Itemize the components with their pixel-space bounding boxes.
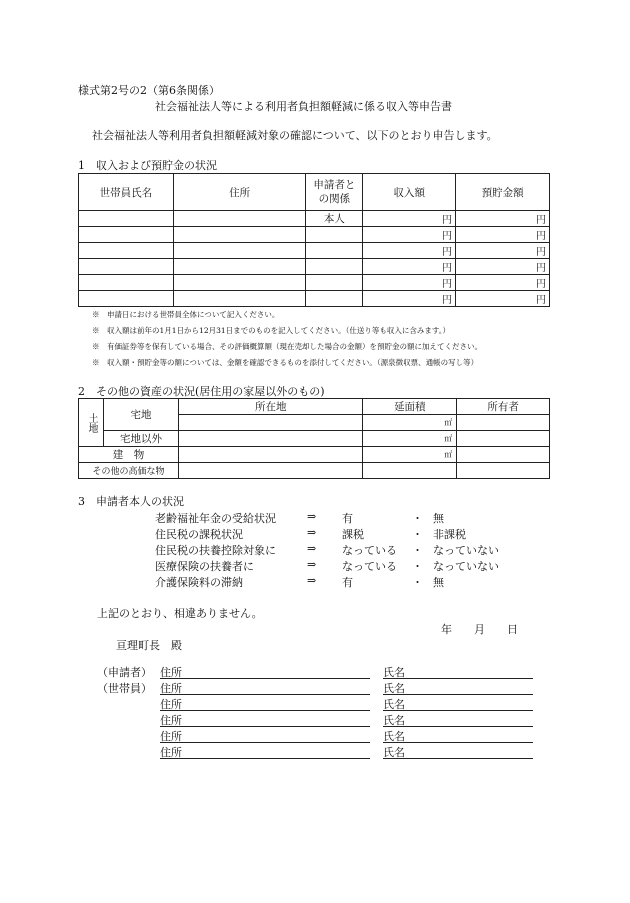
address-label: 住所 [160, 730, 182, 743]
name-line[interactable] [383, 726, 533, 727]
name-line[interactable] [383, 710, 533, 711]
arrow-icon: ⇒ [307, 558, 317, 571]
residential-land-label: 宅地 [104, 399, 179, 431]
location-cell[interactable] [179, 415, 363, 431]
status-label: 老齢福祉年金の受給状況 [155, 512, 276, 525]
area-cell[interactable]: ㎡ [363, 447, 457, 463]
location-cell[interactable] [179, 463, 363, 479]
savings-cell[interactable]: 円 [456, 227, 550, 243]
address-cell[interactable] [173, 243, 306, 259]
savings-cell[interactable]: 円 [456, 259, 550, 275]
option-a[interactable]: なっている [342, 544, 397, 557]
header-owner: 所有者 [457, 399, 550, 415]
intro-text: 社会福祉法人等利用者負担額軽減対象の確認について、以下のとおり申告します。 [92, 129, 498, 142]
header-member-name: 世帯員氏名 [79, 174, 174, 211]
declaration-text: 上記のとおり、相違ありません。 [97, 607, 263, 620]
income-cell[interactable]: 円 [363, 211, 456, 227]
location-cell[interactable] [179, 431, 363, 447]
arrow-icon: ⇒ [307, 574, 317, 587]
address-label: 住所 [160, 666, 182, 679]
address-line[interactable] [160, 710, 370, 711]
section3-heading: 3 申請者本人の状況 [78, 495, 184, 508]
income-cell[interactable]: 円 [363, 275, 456, 291]
option-b[interactable]: 非課税 [433, 528, 466, 541]
bullet-dot: ・ [412, 528, 423, 541]
bullet-dot: ・ [412, 560, 423, 573]
date-field[interactable]: 年 月 日 [441, 623, 518, 636]
arrow-icon: ⇒ [307, 526, 317, 539]
name-label: 氏名 [383, 730, 405, 743]
header-savings: 預貯金額 [456, 174, 550, 211]
arrow-icon: ⇒ [307, 510, 317, 523]
area-cell[interactable]: ㎡ [363, 415, 457, 431]
owner-cell[interactable] [457, 431, 550, 447]
header-location: 所在地 [179, 399, 363, 415]
member-name-cell[interactable] [79, 291, 174, 307]
name-line[interactable] [383, 742, 533, 743]
name-line[interactable] [383, 678, 533, 679]
name-label: 氏名 [383, 666, 405, 679]
option-a[interactable]: 課税 [342, 528, 364, 541]
table-row [79, 275, 550, 291]
header-address: 住所 [173, 174, 306, 211]
relation-cell[interactable] [306, 259, 363, 275]
owner-cell[interactable] [457, 463, 550, 479]
status-label: 住民税の扶養控除対象に [155, 544, 276, 557]
bullet-dot: ・ [412, 512, 423, 525]
option-b[interactable]: 無 [433, 576, 444, 589]
address-line[interactable] [160, 678, 370, 679]
table-row [79, 243, 550, 259]
status-label: 医療保険の扶養者に [155, 560, 254, 573]
address-label: 住所 [160, 746, 182, 759]
name-label: 氏名 [383, 698, 405, 711]
area-cell[interactable]: ㎡ [363, 431, 457, 447]
section1-heading: 1 収入および預貯金の状況 [78, 159, 217, 172]
address-cell[interactable] [173, 211, 306, 227]
relation-cell: 本人 [306, 211, 363, 227]
note-1: ※ 申請日における世帯員全体について記入ください。 [92, 310, 280, 319]
option-a[interactable]: 有 [342, 512, 353, 525]
address-line[interactable] [160, 742, 370, 743]
income-savings-table [78, 173, 550, 307]
relation-cell[interactable] [306, 275, 363, 291]
income-cell[interactable]: 円 [363, 243, 456, 259]
header-relation: 申請者と の関係 [306, 174, 363, 211]
address-label: 住所 [160, 682, 182, 695]
status-label: 住民税の課税状況 [155, 528, 243, 541]
address-cell[interactable] [173, 227, 306, 243]
option-b[interactable]: なっていない [433, 560, 499, 573]
table-row [79, 431, 550, 447]
savings-cell[interactable]: 円 [456, 211, 550, 227]
income-cell[interactable]: 円 [363, 291, 456, 307]
table-row [79, 259, 550, 275]
address-line[interactable] [160, 726, 370, 727]
name-label: 氏名 [383, 714, 405, 727]
income-cell[interactable]: 円 [363, 259, 456, 275]
owner-cell[interactable] [457, 415, 550, 431]
header-floor-area: 延面積 [363, 399, 457, 415]
relation-cell[interactable] [306, 291, 363, 307]
form-number: 様式第2号の2（第6条関係） [78, 84, 220, 97]
table-row [79, 211, 550, 227]
name-line[interactable] [383, 694, 533, 695]
arrow-icon: ⇒ [307, 542, 317, 555]
note-2: ※ 収入額は前年の1月1日から12月31日までのものを記入してください。（仕送り等も収入に含みます。） [92, 326, 451, 335]
address-cell[interactable] [173, 259, 306, 275]
table-row [79, 463, 550, 479]
income-cell[interactable]: 円 [363, 227, 456, 243]
table-row [79, 447, 550, 463]
address-cell[interactable] [173, 275, 306, 291]
name-line[interactable] [383, 758, 533, 759]
address-cell[interactable] [173, 291, 306, 307]
status-label: 介護保険料の滞納 [155, 576, 243, 589]
option-b[interactable]: なっていない [433, 544, 499, 557]
option-a[interactable]: なっている [342, 560, 397, 573]
form-title: 社会福祉法人等による利用者負担額軽減に係る収入等申告書 [155, 100, 452, 113]
owner-cell[interactable] [457, 447, 550, 463]
address-label: 住所 [160, 698, 182, 711]
address-line[interactable] [160, 758, 370, 759]
assets-header-row [79, 399, 550, 415]
address-label: 住所 [160, 714, 182, 727]
section2-heading: 2 その他の資産の状況(居住用の家屋以外のもの) [78, 385, 325, 398]
table-header-row [79, 174, 550, 211]
location-cell[interactable] [179, 447, 363, 463]
non-residential-land-label: 宅地以外 [104, 431, 179, 447]
member-name-cell[interactable] [79, 275, 174, 291]
savings-cell[interactable]: 円 [456, 291, 550, 307]
bullet-dot: ・ [412, 544, 423, 557]
household-label: （世帯員） [97, 682, 152, 695]
note-3: ※ 有価証券等を保有している場合、その評価概算額（現在売却した場合の金額）を預貯金の額に加えてください。 [92, 342, 482, 351]
member-name-cell[interactable] [79, 259, 174, 275]
addressee: 亘理町長 殿 [116, 639, 182, 652]
applicant-label: （申請者） [97, 666, 152, 679]
other-assets-table [78, 398, 550, 479]
table-row [79, 227, 550, 243]
building-label: 建 物 [79, 447, 179, 463]
option-a[interactable]: 有 [342, 576, 353, 589]
savings-cell[interactable]: 円 [456, 243, 550, 259]
land-label: 土地 [79, 399, 104, 447]
table-row [79, 291, 550, 307]
name-label: 氏名 [383, 746, 405, 759]
member-name-cell[interactable] [79, 243, 174, 259]
other-valuables-label: その他の高価な物 [79, 463, 179, 479]
savings-cell[interactable]: 円 [456, 275, 550, 291]
relation-cell[interactable] [306, 227, 363, 243]
note-4: ※ 収入額・預貯金等の額については、金額を確認できるものを添付してください。（源泉徴収票、通帳の写し等） [92, 358, 479, 367]
member-name-cell[interactable] [79, 227, 174, 243]
relation-cell[interactable] [306, 243, 363, 259]
option-b[interactable]: 無 [433, 512, 444, 525]
header-income: 収入額 [363, 174, 456, 211]
member-name-cell[interactable] [79, 211, 174, 227]
address-line[interactable] [160, 694, 370, 695]
name-label: 氏名 [383, 682, 405, 695]
bullet-dot: ・ [412, 576, 423, 589]
area-cell[interactable] [363, 463, 457, 479]
